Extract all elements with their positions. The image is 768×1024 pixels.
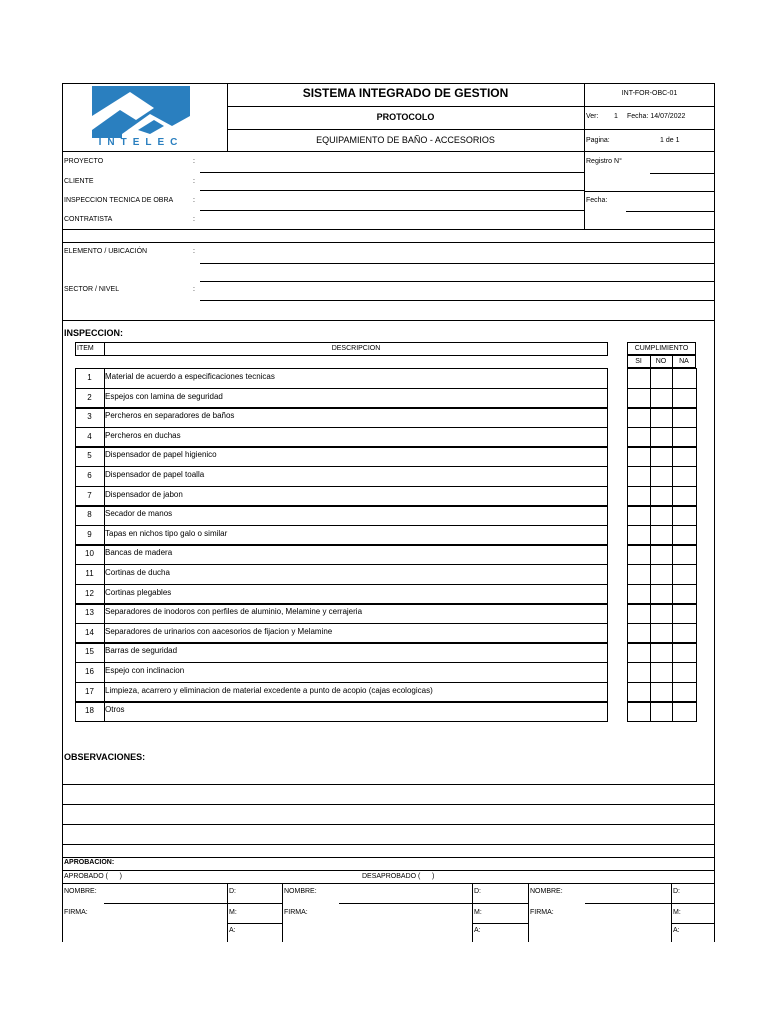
sig-divider-1b bbox=[282, 883, 283, 942]
firma-label-2: FIRMA: bbox=[284, 909, 308, 916]
document-name: EQUIPAMIENTO DE BAÑO - ACCESORIOS bbox=[316, 135, 495, 145]
check-si-cell[interactable] bbox=[627, 407, 651, 428]
check-no-cell[interactable] bbox=[650, 642, 673, 663]
label-fecha: Fecha: bbox=[586, 197, 608, 204]
item-number: 3 bbox=[87, 412, 92, 421]
month-label-2: M: bbox=[474, 909, 482, 916]
check-no-cell[interactable] bbox=[650, 505, 673, 526]
check-na-cell[interactable] bbox=[672, 564, 697, 585]
firma-label-1: FIRMA: bbox=[64, 909, 88, 916]
day-label-1: D: bbox=[229, 888, 236, 895]
check-no-cell[interactable] bbox=[650, 544, 673, 565]
label-proyecto: PROYECTO bbox=[64, 158, 104, 165]
version-label: Ver: bbox=[586, 113, 599, 120]
check-na-cell[interactable] bbox=[672, 682, 697, 703]
document-code: INT-FOR-OBC-01 bbox=[621, 90, 678, 97]
col-na-header: NA bbox=[679, 358, 689, 365]
item-description: Percheros en duchas bbox=[105, 431, 181, 440]
check-si-cell[interactable] bbox=[627, 466, 651, 487]
check-si-cell[interactable] bbox=[627, 662, 651, 683]
check-si-cell[interactable] bbox=[627, 446, 651, 467]
item-description: Material de acuerdo a especificaciones tecnicas bbox=[105, 372, 275, 381]
field-registro[interactable] bbox=[650, 173, 714, 174]
item-number: 4 bbox=[87, 432, 92, 441]
field-sector[interactable] bbox=[200, 300, 715, 301]
obs-line-3 bbox=[62, 824, 715, 825]
colon: : bbox=[193, 286, 195, 293]
check-na-cell[interactable] bbox=[672, 642, 697, 663]
colon: : bbox=[193, 216, 195, 223]
check-si-cell[interactable] bbox=[627, 486, 651, 507]
item-description: Cortinas de ducha bbox=[105, 568, 170, 577]
year-label-3: A: bbox=[673, 927, 680, 934]
check-no-cell[interactable] bbox=[650, 486, 673, 507]
check-no-cell[interactable] bbox=[650, 446, 673, 467]
item-number: 2 bbox=[87, 393, 92, 402]
nombre-label-3: NOMBRE: bbox=[530, 888, 563, 895]
info-bottom-line bbox=[62, 229, 715, 230]
nombre-field-2[interactable] bbox=[339, 903, 472, 904]
check-si-cell[interactable] bbox=[627, 642, 651, 663]
page-label: Pagina: bbox=[586, 137, 610, 144]
item-description: Espejo con inclinacion bbox=[105, 666, 185, 675]
observaciones-title: OBSERVACIONES: bbox=[64, 752, 146, 762]
date-line-2b bbox=[472, 923, 528, 924]
item-number: 6 bbox=[87, 471, 92, 480]
sig-divider-1 bbox=[227, 883, 228, 942]
check-no-cell[interactable] bbox=[650, 584, 673, 605]
date-line-3b bbox=[671, 923, 714, 924]
check-na-cell[interactable] bbox=[672, 544, 697, 565]
label-contratista: CONTRATISTA bbox=[64, 216, 113, 223]
company-logo bbox=[92, 86, 190, 149]
check-si-cell[interactable] bbox=[627, 701, 651, 722]
check-no-cell[interactable] bbox=[650, 368, 673, 389]
label-cliente: CLIENTE bbox=[64, 178, 94, 185]
nombre-field-1[interactable] bbox=[104, 903, 227, 904]
inspection-title: INSPECCION: bbox=[64, 328, 124, 338]
colon: : bbox=[193, 178, 195, 185]
check-na-cell[interactable] bbox=[672, 525, 697, 546]
check-si-cell[interactable] bbox=[627, 682, 651, 703]
nombre-label-2: NOMBRE: bbox=[284, 888, 317, 895]
aprobacion-title: APROBACION: bbox=[64, 859, 115, 866]
item-description: Bancas de madera bbox=[105, 548, 173, 557]
item-number: 5 bbox=[87, 451, 92, 460]
check-si-cell[interactable] bbox=[627, 564, 651, 585]
check-na-cell[interactable] bbox=[672, 407, 697, 428]
check-no-cell[interactable] bbox=[650, 564, 673, 585]
aprob-line-2 bbox=[62, 870, 715, 871]
col-cumplimiento-header: CUMPLIMIENTO bbox=[634, 345, 689, 352]
label-registro: Registro N° bbox=[586, 158, 622, 165]
header-line-1 bbox=[227, 106, 715, 107]
logo-text: INTELEC bbox=[98, 137, 184, 148]
info-right-border bbox=[714, 152, 715, 847]
check-no-cell[interactable] bbox=[650, 603, 673, 624]
check-na-cell[interactable] bbox=[672, 466, 697, 487]
version-date: Fecha: 14/07/2022 bbox=[627, 113, 686, 120]
label-inspeccion: INSPECCION TECNICA DE OBRA bbox=[64, 197, 174, 204]
info-left-border bbox=[62, 152, 63, 847]
check-no-cell[interactable] bbox=[650, 701, 673, 722]
check-na-cell[interactable] bbox=[672, 623, 697, 644]
nombre-field-3[interactable] bbox=[585, 903, 671, 904]
item-number: 18 bbox=[85, 706, 94, 715]
date-line-2a bbox=[472, 903, 528, 904]
field-elemento-2 bbox=[200, 281, 715, 282]
field-proyecto[interactable] bbox=[200, 172, 584, 173]
field-cliente[interactable] bbox=[200, 190, 584, 191]
check-si-cell[interactable] bbox=[627, 388, 651, 409]
label-elemento: ELEMENTO / UBICACIÓN bbox=[64, 248, 148, 255]
item-description: Barras de seguridad bbox=[105, 646, 178, 655]
col-item-header: ITEM bbox=[77, 345, 94, 352]
field-fecha[interactable] bbox=[626, 211, 714, 212]
field-registro-2 bbox=[584, 191, 714, 192]
item-description: Cortinas plegables bbox=[105, 588, 172, 597]
check-si-cell[interactable] bbox=[627, 623, 651, 644]
document-subtitle: PROTOCOLO bbox=[376, 112, 435, 122]
item-description: Espejos con lamina de seguridad bbox=[105, 392, 223, 401]
info-line-242 bbox=[62, 242, 715, 243]
firma-label-3: FIRMA: bbox=[530, 909, 554, 916]
check-na-cell[interactable] bbox=[672, 603, 697, 624]
item-number: 9 bbox=[87, 530, 92, 539]
field-inspeccion[interactable] bbox=[200, 210, 584, 211]
info-line-320 bbox=[62, 320, 715, 321]
col-si-header: SI bbox=[635, 358, 642, 365]
day-label-3: D: bbox=[673, 888, 680, 895]
field-elemento[interactable] bbox=[200, 263, 715, 264]
check-na-cell[interactable] bbox=[672, 427, 697, 448]
col-desc-header: DESCRIPCION bbox=[331, 345, 381, 352]
check-na-cell[interactable] bbox=[672, 584, 697, 605]
nombre-label-1: NOMBRE: bbox=[64, 888, 97, 895]
item-number: 14 bbox=[85, 628, 94, 637]
obs-line-4 bbox=[62, 844, 715, 845]
check-no-cell[interactable] bbox=[650, 682, 673, 703]
sig-divider-2b bbox=[528, 883, 529, 942]
item-description: Separadores de urinarios con aacesorios de fijacion y Melamine bbox=[105, 627, 333, 636]
desaprobado-checkbox[interactable]: DESAPROBADO ( ) bbox=[362, 873, 435, 880]
month-label-3: M: bbox=[673, 909, 681, 916]
month-label-1: M: bbox=[229, 909, 237, 916]
check-na-cell[interactable] bbox=[672, 505, 697, 526]
item-description: Dispensador de papel toalla bbox=[105, 470, 205, 479]
col-no-header: NO bbox=[655, 358, 667, 365]
date-line-3a bbox=[671, 903, 714, 904]
check-no-cell[interactable] bbox=[650, 388, 673, 409]
check-si-cell[interactable] bbox=[627, 603, 651, 624]
check-no-cell[interactable] bbox=[650, 525, 673, 546]
check-si-cell[interactable] bbox=[627, 368, 651, 389]
item-description: Secador de manos bbox=[105, 509, 173, 518]
check-si-cell[interactable] bbox=[627, 505, 651, 526]
item-description: Percheros en separadores de baños bbox=[105, 411, 235, 420]
year-label-2: A: bbox=[474, 927, 481, 934]
check-si-cell[interactable] bbox=[627, 544, 651, 565]
item-number: 13 bbox=[85, 608, 94, 617]
day-label-2: D: bbox=[474, 888, 481, 895]
table-row bbox=[75, 701, 608, 722]
date-line-1a bbox=[227, 903, 282, 904]
item-number: 11 bbox=[85, 569, 94, 578]
year-label-1: A: bbox=[229, 927, 236, 934]
aprob-line-top bbox=[62, 857, 715, 858]
item-description: Dispensador de papel higienico bbox=[105, 450, 217, 459]
item-number: 8 bbox=[87, 510, 92, 519]
item-number: 12 bbox=[85, 589, 94, 598]
sig-divider-2 bbox=[472, 883, 473, 942]
aprobado-checkbox[interactable]: APROBADO ( ) bbox=[64, 873, 122, 880]
check-na-cell[interactable] bbox=[672, 368, 697, 389]
aprob-left-border bbox=[62, 847, 63, 942]
aprob-line-3 bbox=[62, 883, 715, 884]
aprob-right-border bbox=[714, 847, 715, 942]
item-number: 16 bbox=[85, 667, 94, 676]
label-sector: SECTOR / NIVEL bbox=[64, 286, 120, 293]
sig-divider-3 bbox=[671, 883, 672, 942]
item-number: 10 bbox=[85, 549, 94, 558]
page-value: 1 de 1 bbox=[660, 137, 680, 144]
item-description: Dispensador de jabon bbox=[105, 490, 183, 499]
item-description: Separadores de inodoros con perfiles de aluminio, Melamine y cerrajeria bbox=[105, 607, 363, 616]
check-na-cell[interactable] bbox=[672, 388, 697, 409]
check-no-cell[interactable] bbox=[650, 623, 673, 644]
check-no-cell[interactable] bbox=[650, 662, 673, 683]
item-number: 15 bbox=[85, 647, 94, 656]
date-line-1b bbox=[227, 923, 282, 924]
item-description: Tapas en nichos tipo galo o similar bbox=[105, 529, 228, 538]
check-na-cell[interactable] bbox=[672, 486, 697, 507]
check-na-cell[interactable] bbox=[672, 662, 697, 683]
document-title: SISTEMA INTEGRADO DE GESTION bbox=[302, 86, 509, 100]
item-number: 1 bbox=[87, 373, 92, 382]
check-si-cell[interactable] bbox=[627, 427, 651, 448]
check-na-cell[interactable] bbox=[672, 446, 697, 467]
colon: : bbox=[193, 248, 195, 255]
check-no-cell[interactable] bbox=[650, 427, 673, 448]
check-no-cell[interactable] bbox=[650, 407, 673, 428]
header-line-2 bbox=[227, 129, 715, 130]
item-number: 7 bbox=[87, 491, 92, 500]
check-no-cell[interactable] bbox=[650, 466, 673, 487]
version-value: 1 bbox=[614, 113, 618, 120]
item-description: Limpieza, acarrero y eliminacion de material excedente a punto de acopio (cajas ecologicas) bbox=[105, 686, 433, 695]
obs-line-1 bbox=[62, 784, 715, 785]
obs-line-2 bbox=[62, 804, 715, 805]
check-si-cell[interactable] bbox=[627, 525, 651, 546]
colon: : bbox=[193, 158, 195, 165]
check-na-cell[interactable] bbox=[672, 701, 697, 722]
colon: : bbox=[193, 197, 195, 204]
item-number: 17 bbox=[85, 687, 94, 696]
check-si-cell[interactable] bbox=[627, 584, 651, 605]
item-description: Otros bbox=[105, 705, 125, 714]
